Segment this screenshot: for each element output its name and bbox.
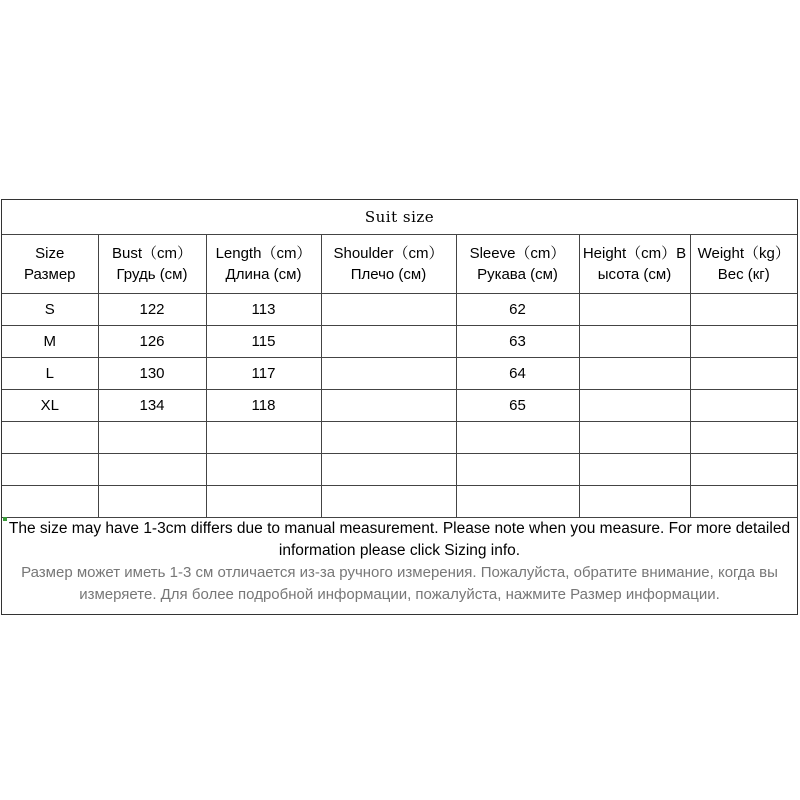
cell-height xyxy=(579,390,690,422)
cell-sleeve: 63 xyxy=(456,326,579,358)
size-chart xyxy=(1,199,798,615)
cell-sleeve: 64 xyxy=(456,358,579,390)
header-shoulder: Shoulder（cm） Плечо (см) xyxy=(321,235,456,294)
cell-height xyxy=(579,326,690,358)
cell-size: XL xyxy=(2,390,98,422)
cell-bust: 130 xyxy=(98,358,206,390)
header-row xyxy=(2,235,797,294)
cell-bust: 122 xyxy=(98,294,206,326)
size-notes xyxy=(2,518,797,614)
cell-weight xyxy=(690,390,797,422)
cell-sleeve: 62 xyxy=(456,294,579,326)
empty-row xyxy=(2,422,797,454)
cell-length: 113 xyxy=(206,294,321,326)
cell-weight xyxy=(690,326,797,358)
cell-size: L xyxy=(2,358,98,390)
empty-row xyxy=(2,454,797,486)
empty-row xyxy=(2,486,797,518)
header-length: Length（cm） Длина (см) xyxy=(206,235,321,294)
header-sleeve: Sleeve（cm） Рукава (см) xyxy=(456,235,579,294)
table-row xyxy=(2,294,797,326)
cell-length: 118 xyxy=(206,390,321,422)
note-russian: Размер может иметь 1-3 см отличается из-за ручного измерения. Пожалуйста, обратите внимание, когда вы измеряете. Для более подробной информации, пожалуйста, нажмите Размер информации. xyxy=(21,564,778,603)
chart-title: Suit size xyxy=(364,208,435,226)
header-weight: Weight（kg） Вес (кг) xyxy=(690,235,797,294)
header-bust: Bust（cm） Грудь (см) xyxy=(98,235,206,294)
size-table xyxy=(2,234,797,518)
cell-size: M xyxy=(2,326,98,358)
header-size: Size Размер xyxy=(2,235,98,294)
cell-length: 115 xyxy=(206,326,321,358)
cell-height xyxy=(579,358,690,390)
cell-height xyxy=(579,294,690,326)
cell-sleeve: 65 xyxy=(456,390,579,422)
cell-shoulder xyxy=(321,390,456,422)
table-row xyxy=(2,358,797,390)
cell-shoulder xyxy=(321,294,456,326)
cell-weight xyxy=(690,294,797,326)
cell-shoulder xyxy=(321,326,456,358)
cell-shoulder xyxy=(321,358,456,390)
cell-bust: 134 xyxy=(98,390,206,422)
cell-bust: 126 xyxy=(98,326,206,358)
table-row xyxy=(2,390,797,422)
note-english: The size may have 1-3cm differs due to manual measurement. Please note when you measure. For more detailed information please click Sizing info. xyxy=(8,520,791,559)
cell-length: 117 xyxy=(206,358,321,390)
table-row xyxy=(2,326,797,358)
cell-weight xyxy=(690,358,797,390)
cell-size: S xyxy=(2,294,98,326)
header-height: Height（cm）В ысота (см) xyxy=(579,235,690,294)
